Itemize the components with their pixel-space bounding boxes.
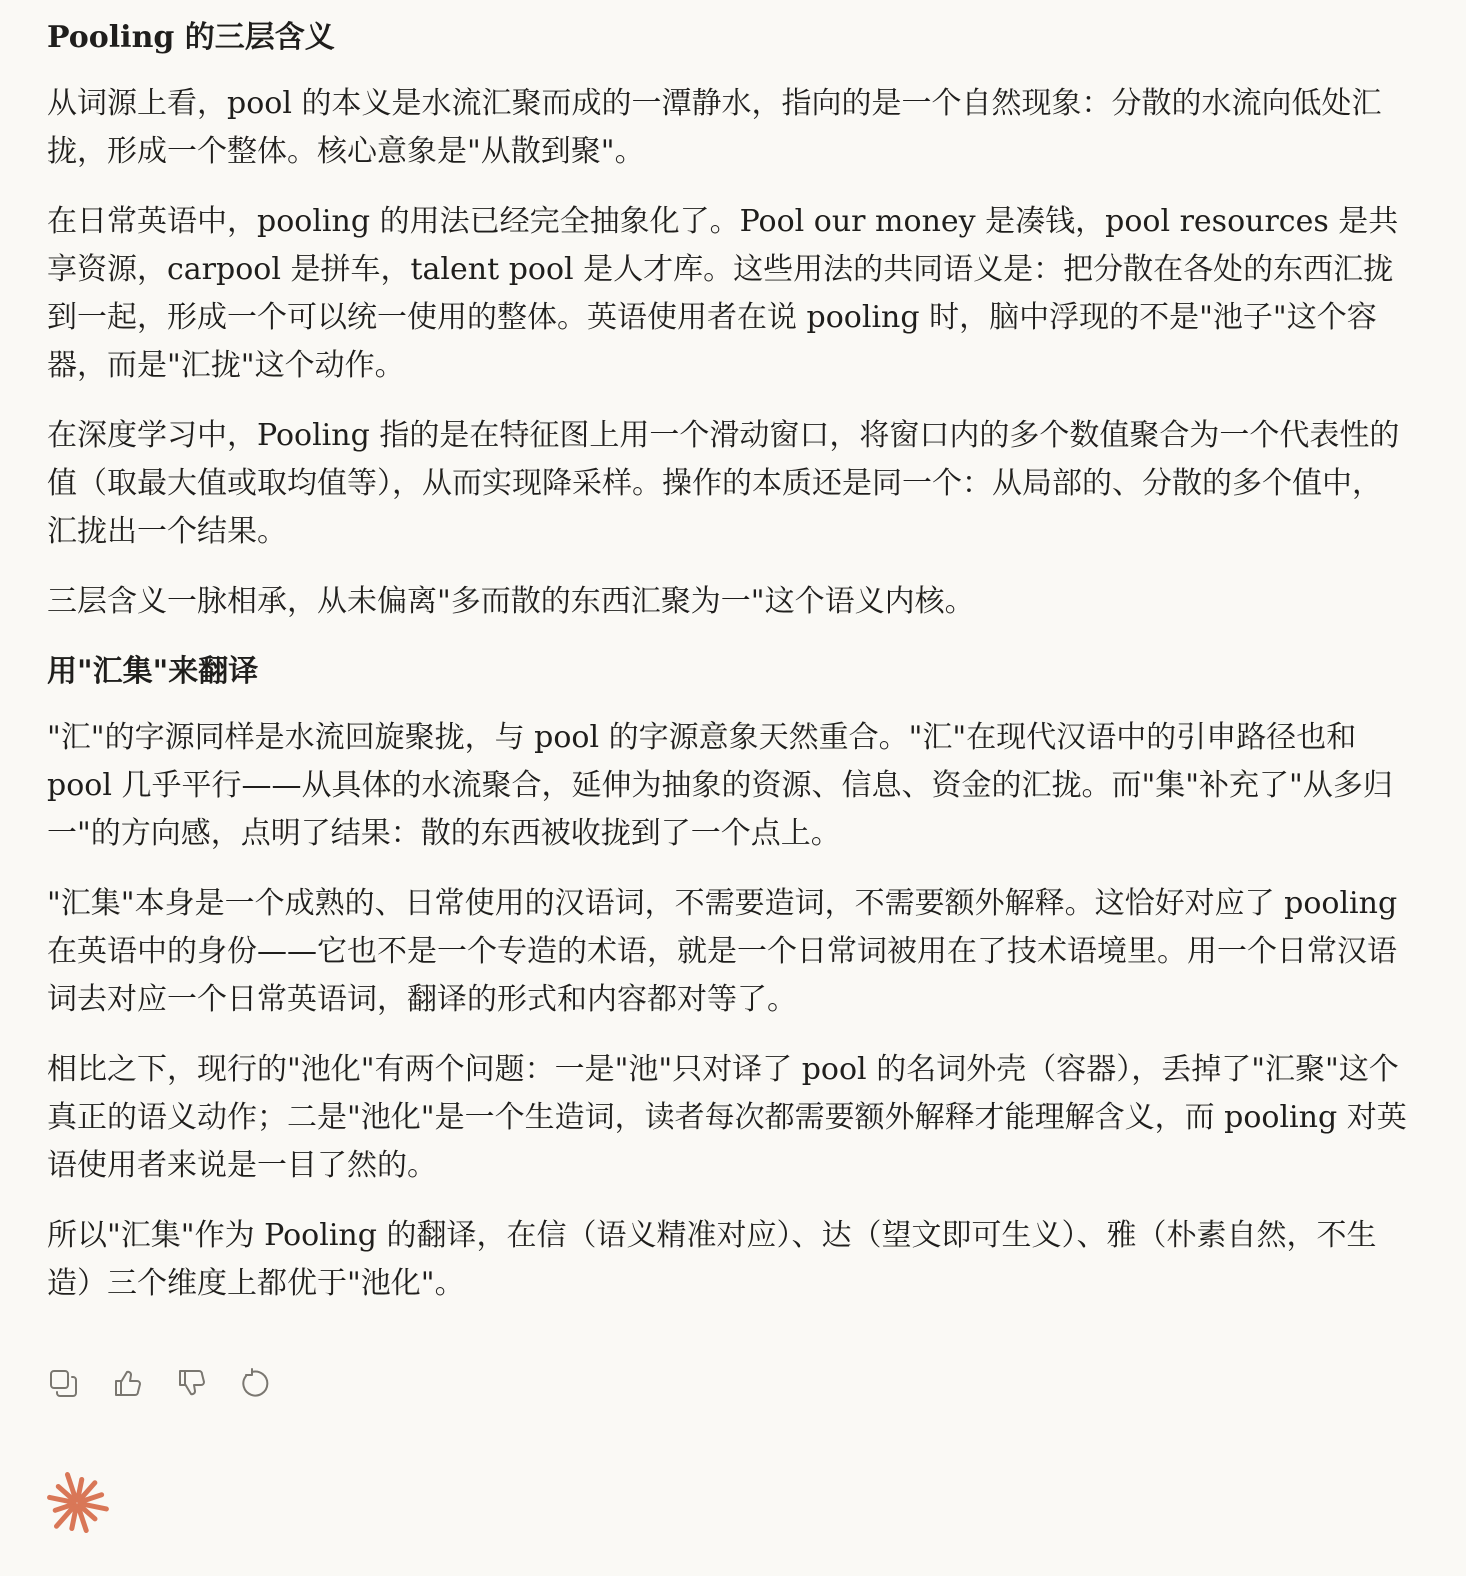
- thumbs-up-button[interactable]: [108, 1364, 146, 1402]
- paragraph-huiji-word: "汇集"本身是一个成熟的、日常使用的汉语词，不需要造词，不需要额外解释。这恰好对应了 pooling 在英语中的身份——它也不是一个专造的术语，就是一个日常词被用在了技术语境里。用一个日常汉语词去对应一个日常英语词，翻译的形式和内容都对等了。: [47, 886, 1398, 1017]
- assistant-message: [47, 14, 1407, 1330]
- paragraph-hui-etymology: "汇"的字源同样是水流回旋聚拢，与 pool 的字源意象天然重合。"汇"在现代汉语中的引申路径也和 pool 几乎平行——从具体的水流聚合，延伸为抽象的资源、信息、资金的汇拢。而"集"补充了"从多归一"的方向感，点明了结果：散的东西被收拢到了一个点上。: [47, 720, 1393, 851]
- claude-logo-icon: [44, 1470, 110, 1536]
- retry-button[interactable]: [236, 1364, 274, 1402]
- copy-icon: [47, 1367, 79, 1399]
- thumbs-up-icon: [111, 1367, 143, 1399]
- section-heading-translation: 用"汇集"来翻译: [47, 654, 259, 689]
- paragraph-etymology: 从词源上看，pool 的本义是水流汇聚而成的一潭静水，指向的是一个自然现象：分散的水流向低处汇拢，形成一个整体。核心意象是"从散到聚"。: [47, 86, 1382, 169]
- retry-icon: [239, 1367, 271, 1399]
- paragraph-summary: 三层含义一脉相承，从未偏离"多而散的东西汇聚为一"这个语义内核。: [47, 584, 975, 619]
- message-actions: [44, 1364, 274, 1402]
- paragraph-everyday-english: 在日常英语中，pooling 的用法已经完全抽象化了。Pool our money 是凑钱，pool resources 是共享资源，carpool 是拼车，talent pool 是人才库。这些用法的共同语义是：把分散在各处的东西汇拢到一起，形成一个可以统一使用的整体。英语使用者在说 pooling 时，脑中浮现的不是"池子"这个容器，而是"汇拢"这个动作。: [47, 204, 1399, 383]
- paragraph-chihua-problems: 相比之下，现行的"池化"有两个问题：一是"池"只对译了 pool 的名词外壳（容器），丢掉了"汇聚"这个真正的语义动作；二是"池化"是一个生造词，读者每次都需要额外解释才能理解含义，而 pooling 对英语使用者来说是一目了然的。: [47, 1052, 1407, 1183]
- thumbs-down-icon: [175, 1367, 207, 1399]
- section-heading-meanings: Pooling 的三层含义: [47, 20, 335, 55]
- copy-button[interactable]: [44, 1364, 82, 1402]
- thumbs-down-button[interactable]: [172, 1364, 210, 1402]
- paragraph-conclusion: 所以"汇集"作为 Pooling 的翻译，在信（语义精准对应）、达（望文即可生义）、雅（朴素自然，不生造）三个维度上都优于"池化"。: [47, 1218, 1377, 1301]
- paragraph-deep-learning: 在深度学习中，Pooling 指的是在特征图上用一个滑动窗口，将窗口内的多个数值聚合为一个代表性的值（取最大值或取均值等），从而实现降采样。操作的本质还是同一个：从局部的、分散的多个值中，汇拢出一个结果。: [47, 418, 1400, 549]
